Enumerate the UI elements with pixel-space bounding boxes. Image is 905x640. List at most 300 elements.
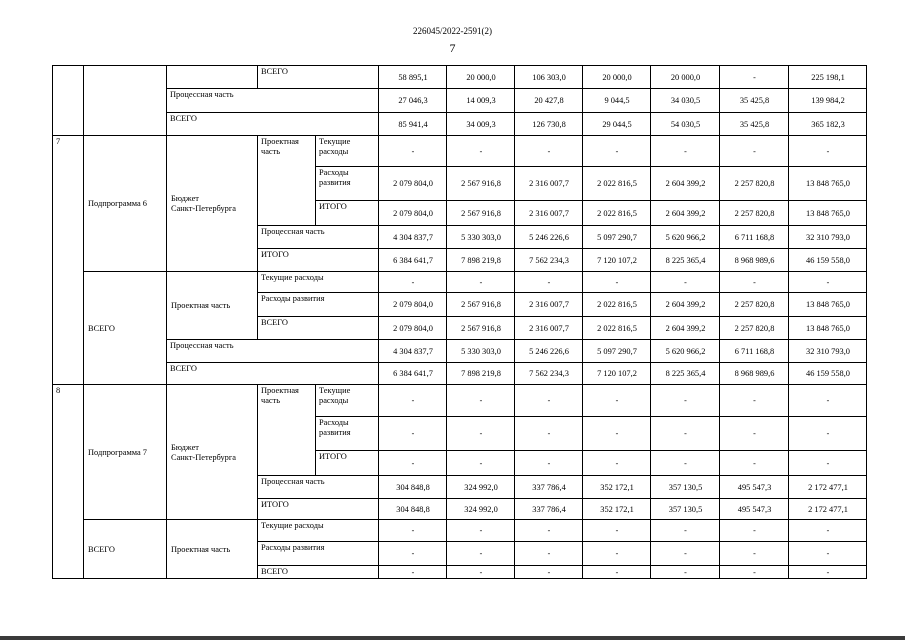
value-cell — [788, 475, 867, 499]
value-cell-text: - — [479, 429, 483, 438]
value-cell-text: 7 562 234,3 — [529, 369, 569, 378]
value-cell — [719, 135, 789, 167]
value-cell — [582, 112, 651, 136]
value-cell-text: 58 895,1 — [398, 72, 428, 82]
value-cell — [378, 65, 447, 89]
value-cell-text: - — [479, 567, 483, 577]
value-cell-text: - — [479, 458, 483, 468]
value-cell-text: - — [479, 146, 483, 156]
value-cell — [446, 498, 515, 520]
value-cell-text: 35 425,8 — [739, 119, 770, 129]
subprogram-6-label — [83, 135, 167, 272]
value-cell — [582, 65, 651, 89]
value-cell-text: 5 330 303,0 — [461, 346, 501, 356]
budget-spb-label — [166, 384, 258, 520]
value-cell-text: - — [684, 429, 687, 438]
value-cell — [582, 498, 651, 520]
value-cell — [378, 541, 447, 566]
budget-spb-label — [166, 135, 258, 272]
value-cell — [446, 384, 515, 417]
value-cell-text: 7 898 219,8 — [461, 255, 501, 265]
budget-spb-label-text: Бюджет Санкт-Петербурга — [171, 442, 236, 462]
value-cell — [650, 362, 720, 385]
value-cell — [514, 271, 583, 293]
value-cell — [582, 541, 651, 566]
value-cell-text: 7 120 107,2 — [597, 369, 637, 378]
value-cell — [446, 166, 515, 201]
value-cell-text: 2 257 820,8 — [734, 300, 775, 309]
value-cell-text: 2 257 820,8 — [734, 323, 775, 333]
value-cell-text: 7 562 234,3 — [529, 255, 569, 265]
current-expenses-label — [315, 384, 379, 417]
value-cell-text: 5 097 290,7 — [597, 232, 637, 242]
value-cell — [514, 248, 583, 272]
value-cell — [719, 271, 789, 293]
value-cell-text: - — [753, 72, 756, 82]
total-label-text: ВСЕГО — [88, 544, 115, 554]
value-cell-text: 139 984,2 — [811, 96, 845, 105]
value-cell — [514, 339, 583, 363]
value-cell — [582, 271, 651, 293]
value-cell-text: - — [753, 526, 756, 535]
value-cell-text: - — [684, 277, 687, 287]
value-cell — [788, 316, 867, 340]
value-cell-text: 365 182,3 — [811, 119, 845, 129]
value-cell-text: 2 604 399,2 — [665, 300, 706, 309]
value-cell — [719, 316, 789, 340]
process-part-label — [166, 88, 379, 113]
value-cell — [788, 292, 867, 317]
value-cell — [719, 248, 789, 272]
value-cell-text: 8 225 365,4 — [665, 369, 706, 378]
value-cell — [582, 475, 651, 499]
value-cell — [446, 248, 515, 272]
value-cell-text: 2 316 007,7 — [529, 300, 569, 309]
subprogram-7-label-text: Подпрограмма 7 — [88, 447, 147, 457]
value-cell — [514, 416, 583, 451]
total-label — [257, 316, 379, 340]
subtotal-label-text: ИТОГО — [261, 500, 289, 509]
value-cell — [788, 450, 867, 476]
value-cell — [514, 519, 583, 542]
current-expenses-label-text: Текущие расходы — [261, 521, 324, 530]
value-cell — [719, 565, 789, 579]
value-cell — [446, 362, 515, 385]
subtotal-label — [257, 248, 379, 272]
value-cell-text: 2 257 820,8 — [734, 179, 775, 188]
process-part-label-text: Процессная часть — [261, 227, 325, 236]
value-cell-text: 34 009,3 — [466, 119, 496, 129]
value-cell-text: 2 079 804,0 — [393, 323, 433, 333]
row-number-7-text: 7 — [56, 137, 61, 146]
row-number-8 — [52, 384, 84, 579]
value-cell-text: 2 079 804,0 — [393, 208, 433, 218]
value-cell-text: - — [411, 277, 415, 287]
value-cell — [582, 200, 651, 226]
value-cell — [514, 498, 583, 520]
value-cell — [378, 519, 447, 542]
value-cell-text: 6 384 641,7 — [393, 369, 433, 378]
value-cell — [788, 271, 867, 293]
development-expenses-label-text: Расходы развития — [319, 418, 351, 437]
value-cell-text: - — [826, 429, 830, 438]
value-cell — [378, 475, 447, 499]
value-cell-text: 8 225 365,4 — [665, 255, 706, 265]
value-cell-text: 2 567 916,8 — [461, 323, 501, 333]
value-cell — [719, 416, 789, 451]
value-cell-text: - — [615, 526, 619, 535]
value-cell-text: 2 604 399,2 — [665, 179, 706, 188]
value-cell-text: - — [615, 396, 619, 405]
value-cell-text: - — [684, 526, 687, 535]
value-cell-text: 495 547,3 — [737, 504, 772, 514]
development-expenses-label — [257, 541, 379, 566]
value-cell-text: 126 730,8 — [532, 119, 566, 129]
subtotal-label-text: ИТОГО — [261, 250, 289, 259]
value-cell-text: 20 427,8 — [534, 96, 564, 105]
value-cell-text: 2 567 916,8 — [461, 179, 501, 188]
value-cell — [788, 200, 867, 226]
value-cell — [582, 225, 651, 249]
value-cell — [446, 112, 515, 136]
value-cell-text: 27 046,3 — [398, 96, 428, 105]
value-cell — [650, 135, 720, 167]
subprogram-6-label-text: Подпрограмма 6 — [88, 199, 147, 208]
value-cell — [650, 316, 720, 340]
value-cell — [378, 135, 447, 167]
value-cell-text: 4 304 837,7 — [393, 346, 433, 356]
value-cell — [788, 88, 867, 113]
value-cell-text: 324 992,0 — [464, 482, 498, 492]
value-cell — [446, 316, 515, 340]
value-cell — [788, 416, 867, 451]
current-expenses-label — [257, 271, 379, 293]
budget-spb-label-text: Бюджет Санкт-Петербурга — [171, 194, 236, 213]
process-part-label-text: Процессная часть — [170, 90, 234, 99]
value-cell-text: - — [615, 277, 619, 287]
value-cell — [378, 88, 447, 113]
total-label-text: ВСЕГО — [261, 318, 288, 327]
total-label-text: ВСЕГО — [170, 364, 197, 373]
value-cell-text: - — [479, 277, 483, 287]
value-cell-text: 13 848 765,0 — [806, 208, 850, 218]
value-cell — [788, 565, 867, 579]
value-cell-text: - — [684, 567, 687, 577]
value-cell — [514, 88, 583, 113]
value-cell — [650, 498, 720, 520]
value-cell-text: - — [753, 567, 756, 577]
value-cell — [378, 316, 447, 340]
value-cell — [514, 450, 583, 476]
value-cell — [378, 450, 447, 476]
value-cell-text: 6 711 168,8 — [734, 346, 775, 356]
value-cell-text: - — [826, 396, 830, 405]
value-cell-text: 7 120 107,2 — [597, 255, 637, 265]
value-cell — [378, 248, 447, 272]
value-cell — [378, 166, 447, 201]
value-cell-text: 7 898 219,8 — [461, 369, 501, 378]
value-cell — [582, 166, 651, 201]
value-cell-text: - — [411, 526, 415, 535]
value-cell — [378, 271, 447, 293]
value-cell-text: 13 848 765,0 — [806, 179, 850, 188]
value-cell — [514, 112, 583, 136]
value-cell-text: 2 172 477,1 — [808, 504, 848, 514]
value-cell — [788, 541, 867, 566]
value-cell — [582, 339, 651, 363]
value-cell — [582, 519, 651, 542]
value-cell — [719, 200, 789, 226]
value-cell — [719, 65, 789, 89]
value-cell-text: 2 567 916,8 — [461, 300, 501, 309]
value-cell-text: 337 786,4 — [532, 482, 566, 492]
process-part-label — [257, 475, 379, 499]
value-cell — [446, 88, 515, 113]
value-cell-text: 8 968 989,6 — [734, 255, 775, 265]
process-part-label-text: Процессная часть — [170, 341, 234, 350]
value-cell — [446, 65, 515, 89]
value-cell-text: - — [615, 567, 619, 577]
value-cell — [719, 112, 789, 136]
value-cell — [650, 271, 720, 293]
table-right-border — [866, 65, 867, 579]
value-cell-text: 5 620 966,2 — [665, 346, 706, 356]
value-cell — [719, 292, 789, 317]
value-cell-text: 2 316 007,7 — [529, 323, 569, 333]
value-cell — [446, 541, 515, 566]
value-cell-text: 35 425,8 — [739, 96, 770, 105]
value-cell-text: 5 246 226,6 — [529, 346, 569, 356]
value-cell-text: 2 316 007,7 — [529, 179, 569, 188]
value-cell — [514, 292, 583, 317]
value-cell — [650, 112, 720, 136]
value-cell — [446, 271, 515, 293]
value-cell — [788, 248, 867, 272]
value-cell — [446, 225, 515, 249]
value-cell — [650, 292, 720, 317]
value-cell-text: 6 711 168,8 — [734, 232, 775, 242]
value-cell-text: 2 316 007,7 — [529, 208, 569, 218]
development-expenses-label-text: Расходы развития — [261, 294, 325, 303]
value-cell — [514, 135, 583, 167]
value-cell — [582, 135, 651, 167]
value-cell-text: - — [411, 429, 415, 438]
value-cell — [446, 565, 515, 579]
value-cell — [446, 450, 515, 476]
total-label-text: ВСЕГО — [261, 67, 288, 76]
value-cell — [788, 362, 867, 385]
value-cell-text: 34 030,5 — [670, 96, 701, 105]
development-expenses-label-text: Расходы развития — [319, 168, 351, 187]
value-cell — [582, 88, 651, 113]
value-cell — [719, 166, 789, 201]
current-expenses-label-text: Текущие расходы — [261, 273, 324, 282]
current-expenses-label-text: Текущие расходы — [319, 137, 351, 156]
value-cell-text: - — [411, 567, 415, 577]
subtotal-label-text: ИТОГО — [319, 452, 347, 461]
subtotal-label-text: ИТОГО — [319, 202, 347, 211]
value-cell-text: 2 172 477,1 — [808, 482, 848, 492]
development-expenses-label-text: Расходы развития — [261, 543, 325, 552]
value-cell — [719, 475, 789, 499]
value-cell — [650, 519, 720, 542]
process-part-label — [257, 225, 379, 249]
value-cell-text: - — [753, 277, 756, 287]
project-part-label — [166, 519, 258, 579]
page-number: 7 — [449, 41, 456, 55]
value-cell-text: 5 246 226,6 — [529, 232, 569, 242]
value-cell-text: 32 310 793,0 — [806, 232, 850, 242]
value-cell — [719, 225, 789, 249]
subtotal-label — [315, 200, 379, 226]
total-label — [83, 271, 167, 385]
value-cell-text: - — [547, 567, 551, 577]
value-cell — [378, 362, 447, 385]
value-cell-text: - — [411, 549, 415, 558]
total-label — [257, 65, 379, 89]
row-number-7 — [52, 135, 84, 385]
value-cell — [582, 362, 651, 385]
value-cell — [788, 498, 867, 520]
current-expenses-label-text: Текущие расходы — [319, 386, 351, 405]
value-cell-text: - — [547, 396, 551, 405]
value-cell-text: 13 848 765,0 — [806, 300, 850, 309]
value-cell — [582, 450, 651, 476]
value-cell — [788, 65, 867, 89]
project-part-label — [257, 135, 316, 226]
value-cell — [650, 248, 720, 272]
value-cell-text: - — [684, 458, 687, 468]
value-cell — [719, 88, 789, 113]
development-expenses-label — [315, 166, 379, 201]
value-cell — [582, 248, 651, 272]
total-label-text: ВСЕГО — [88, 323, 115, 333]
value-cell — [650, 65, 720, 89]
value-cell — [378, 112, 447, 136]
value-cell — [446, 339, 515, 363]
subtotal-label — [257, 498, 379, 520]
value-cell — [514, 200, 583, 226]
value-cell-text: - — [547, 526, 551, 535]
value-cell — [446, 416, 515, 451]
value-cell — [582, 384, 651, 417]
value-cell — [650, 384, 720, 417]
value-cell-text: 225 198,1 — [811, 72, 845, 82]
value-cell — [719, 362, 789, 385]
subtotal-label — [315, 450, 379, 476]
development-expenses-label — [257, 292, 379, 317]
value-cell — [378, 565, 447, 579]
value-cell — [650, 225, 720, 249]
value-cell-text: - — [684, 396, 687, 405]
value-cell — [788, 339, 867, 363]
value-cell — [514, 316, 583, 340]
value-cell — [582, 565, 651, 579]
subprogram-cell — [83, 65, 167, 136]
value-cell-text: 46 159 558,0 — [806, 255, 850, 265]
value-cell — [514, 384, 583, 417]
value-cell-text: 5 330 303,0 — [461, 232, 501, 242]
value-cell-text: - — [547, 429, 551, 438]
value-cell-text: - — [479, 526, 483, 535]
value-cell-text: 2 079 804,0 — [393, 179, 433, 188]
value-cell-text: - — [547, 146, 551, 156]
value-cell — [514, 166, 583, 201]
value-cell — [719, 384, 789, 417]
value-cell — [446, 292, 515, 317]
value-cell-text: 2 604 399,2 — [665, 323, 706, 333]
value-cell-text: 5 097 290,7 — [597, 346, 637, 356]
value-cell — [650, 541, 720, 566]
value-cell-text: 20 000,0 — [670, 72, 701, 82]
value-cell-text: - — [826, 458, 830, 468]
value-cell — [788, 135, 867, 167]
value-cell-text: 5 620 966,2 — [665, 232, 706, 242]
value-cell-text: 106 303,0 — [532, 72, 566, 82]
value-cell-text: - — [479, 549, 483, 558]
value-cell — [514, 65, 583, 89]
value-cell-text: 9 044,5 — [604, 96, 630, 105]
value-cell — [514, 565, 583, 579]
value-cell — [446, 200, 515, 226]
value-cell-text: 20 000,0 — [466, 72, 496, 82]
value-cell-text: 2 604 399,2 — [665, 208, 706, 218]
blank-cell — [166, 65, 258, 89]
value-cell — [378, 200, 447, 226]
value-cell — [719, 339, 789, 363]
table-bottom-border — [52, 578, 867, 579]
value-cell — [378, 384, 447, 417]
value-cell-text: 324 992,0 — [464, 504, 498, 514]
value-cell — [582, 416, 651, 451]
project-part-label-text: Проектная часть — [171, 544, 231, 554]
value-cell — [378, 339, 447, 363]
value-cell-text: 304 848,8 — [396, 482, 430, 492]
value-cell-text: 32 310 793,0 — [806, 346, 850, 356]
value-cell — [582, 316, 651, 340]
value-cell — [446, 519, 515, 542]
value-cell — [446, 475, 515, 499]
value-cell — [719, 519, 789, 542]
current-expenses-label — [315, 135, 379, 167]
value-cell-text: 54 030,5 — [670, 119, 701, 129]
process-part-label-text: Процессная часть — [261, 477, 325, 486]
process-part-label — [166, 339, 379, 363]
value-cell-text: 29 044,5 — [602, 119, 632, 129]
value-cell-text: - — [753, 549, 756, 558]
value-cell — [650, 416, 720, 451]
value-cell-text: - — [615, 458, 619, 468]
value-cell-text: - — [684, 146, 687, 156]
project-part-label-text: Проектная часть — [261, 137, 299, 156]
value-cell — [650, 166, 720, 201]
value-cell — [650, 88, 720, 113]
total-label — [166, 112, 379, 136]
value-cell-text: - — [826, 526, 830, 535]
value-cell-text: - — [411, 458, 415, 468]
value-cell-text: - — [753, 146, 756, 156]
value-cell-text: 337 786,4 — [532, 504, 566, 514]
value-cell-text: - — [615, 549, 619, 558]
value-cell-text: 85 941,4 — [398, 119, 428, 129]
value-cell — [788, 519, 867, 542]
value-cell-text: - — [684, 549, 687, 558]
value-cell — [378, 416, 447, 451]
value-cell — [788, 166, 867, 201]
value-cell-text: 4 304 837,7 — [393, 232, 433, 242]
value-cell — [788, 112, 867, 136]
value-cell-text: - — [479, 396, 483, 405]
